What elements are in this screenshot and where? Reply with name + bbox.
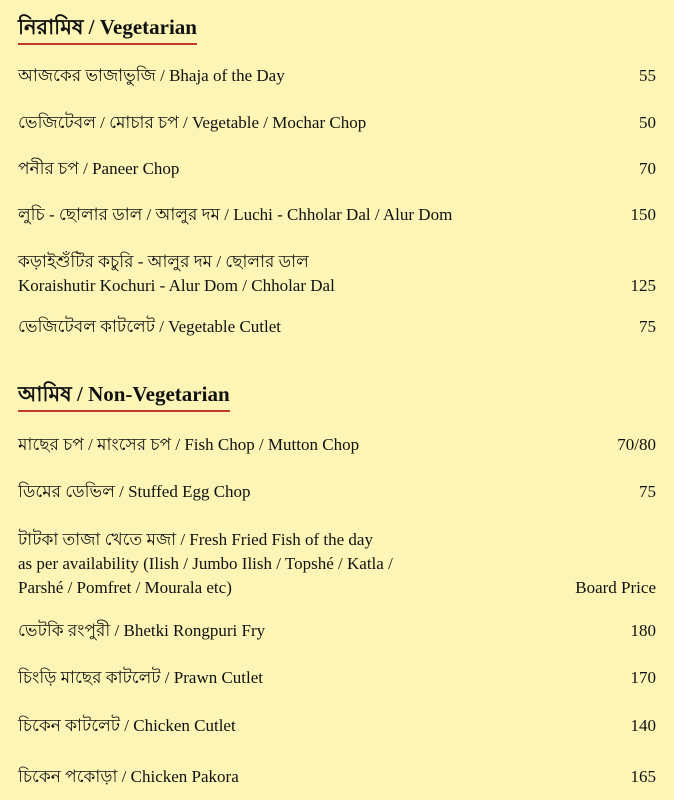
item-name: ভেজিটেবল / মোচার চপ / Vegetable / Mochar Chop xyxy=(18,113,367,132)
item-name: লুচি - ছোলার ডাল / আলুর দম / Luchi - Chholar Dal / Alur Dom xyxy=(18,205,453,224)
menu-item-koraishutir-kochuri xyxy=(18,250,656,298)
item-price: 75 xyxy=(639,317,656,336)
menu-item-fish-mutton-chop xyxy=(18,433,656,457)
item-name-line-1: টাটকা তাজা খেতে মজা / Fresh Fried Fish of the day xyxy=(18,530,373,549)
menu-item-stuffed-egg-chop xyxy=(18,480,656,504)
menu-item-bhaja-of-the-day xyxy=(18,64,656,88)
item-price: 125 xyxy=(630,276,656,295)
menu-item-luchi-chholar-dal xyxy=(18,203,656,227)
menu-item-prawn-cutlet xyxy=(18,666,656,690)
item-name-english: Koraishutir Kochuri - Alur Dom / Chholar Dal xyxy=(18,276,335,295)
item-name: চিকেন পকোড়া / Chicken Pakora xyxy=(18,767,239,786)
item-price: 170 xyxy=(630,668,656,687)
item-name: মাছের চপ / মাংসের চপ / Fish Chop / Mutton Chop xyxy=(18,435,360,454)
menu-item-paneer-chop xyxy=(18,157,656,181)
item-name-line-2: as per availability (Ilish / Jumbo Ilish / Topshé / Katla / xyxy=(18,554,393,573)
item-price: 50 xyxy=(639,113,656,132)
item-price: 140 xyxy=(630,716,656,735)
item-price: 70 xyxy=(639,159,656,178)
item-price: Board Price xyxy=(575,578,656,597)
item-name: চিকেন কাটলেট / Chicken Cutlet xyxy=(18,716,236,735)
item-name: পনীর চপ / Paneer Chop xyxy=(18,159,180,178)
item-name: ডিমের ডেভিল / Stuffed Egg Chop xyxy=(18,482,251,501)
vegetarian-heading: নিরামিষ / Vegetarian xyxy=(18,14,197,45)
item-name-line-3: Parshé / Pomfret / Mourala etc) xyxy=(18,578,232,597)
item-name-bengali: কড়াইশুঁটির কচুরি - আলুর দম / ছোলার ডাল xyxy=(18,252,309,271)
item-price: 55 xyxy=(639,66,656,85)
item-price: 70/80 xyxy=(617,435,656,454)
item-price: 150 xyxy=(630,205,656,224)
item-name: ভেজিটেবল কাটলেট / Vegetable Cutlet xyxy=(18,317,282,336)
item-price: 165 xyxy=(630,767,656,786)
menu-item-chicken-pakora xyxy=(18,765,656,789)
item-price: 180 xyxy=(630,621,656,640)
menu-item-bhetki-rongpuri-fry xyxy=(18,619,656,643)
menu-item-chicken-cutlet xyxy=(18,714,656,738)
item-name: চিংড়ি মাছের কাটলেট / Prawn Cutlet xyxy=(18,668,264,687)
menu-item-vegetable-cutlet xyxy=(18,315,656,339)
item-price: 75 xyxy=(639,482,656,501)
item-name: আজকের ভাজাভুজি / Bhaja of the Day xyxy=(18,66,285,85)
item-name: ভেটকি রংপুরী / Bhetki Rongpuri Fry xyxy=(18,621,266,640)
menu-item-fresh-fried-fish xyxy=(18,528,656,600)
non-vegetarian-heading: আমিষ / Non-Vegetarian xyxy=(18,381,230,412)
menu-item-vegetable-mochar-chop xyxy=(18,111,656,135)
